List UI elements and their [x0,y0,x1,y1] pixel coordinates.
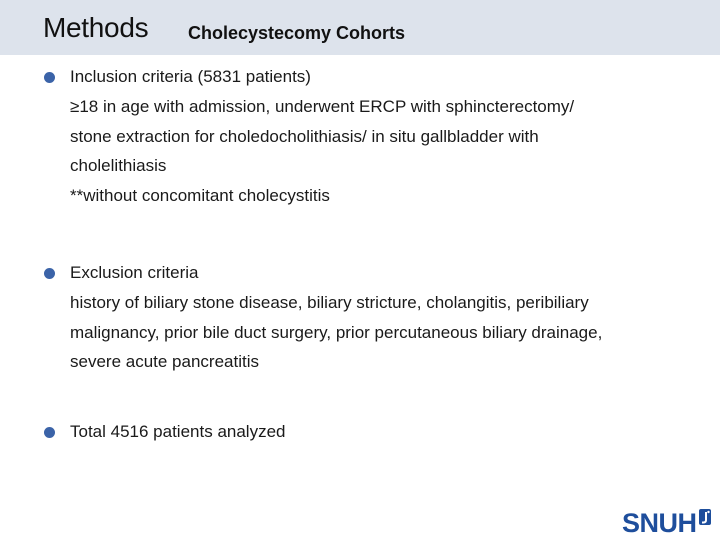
total-heading: Total 4516 patients analyzed [70,422,286,441]
slide-title: Methods [43,12,149,43]
total-section [44,421,684,445]
snuh-emblem-icon [698,508,712,532]
inclusion-heading: Inclusion criteria (5831 patients) [70,67,311,86]
exclusion-line: severe acute pancreatitis [70,352,259,371]
exclusion-heading: Exclusion criteria [70,263,199,282]
inclusion-line: ≥18 in age with admission, underwent ERCP with sphincterectomy/ [70,97,575,116]
exclusion-line: history of biliary stone disease, biliary stricture, cholangitis, peribiliary [70,293,589,312]
inclusion-line: stone extraction for choledocholithiasis/ in situ gallbladder with [70,126,539,146]
logo-text: SNUH [622,507,697,538]
inclusion-criteria-section [44,66,684,210]
slide-subtitle: Cholecystecomy Cohorts [188,23,406,43]
total-bullet [44,421,684,445]
exclusion-criteria-section [44,262,684,377]
snuh-logo [622,508,712,538]
bullet-dot-icon [44,268,55,279]
bullet-dot-icon [44,427,55,438]
exclusion-bullet [44,262,684,286]
header-band [0,0,720,55]
exclusion-line: malignancy, prior bile duct surgery, prior percutaneous biliary drainage, [70,322,603,342]
bullet-dot-icon [44,72,55,83]
inclusion-line: cholelithiasis [70,156,167,175]
inclusion-line: **without concomitant cholecystitis [70,185,330,205]
inclusion-bullet [44,66,684,90]
